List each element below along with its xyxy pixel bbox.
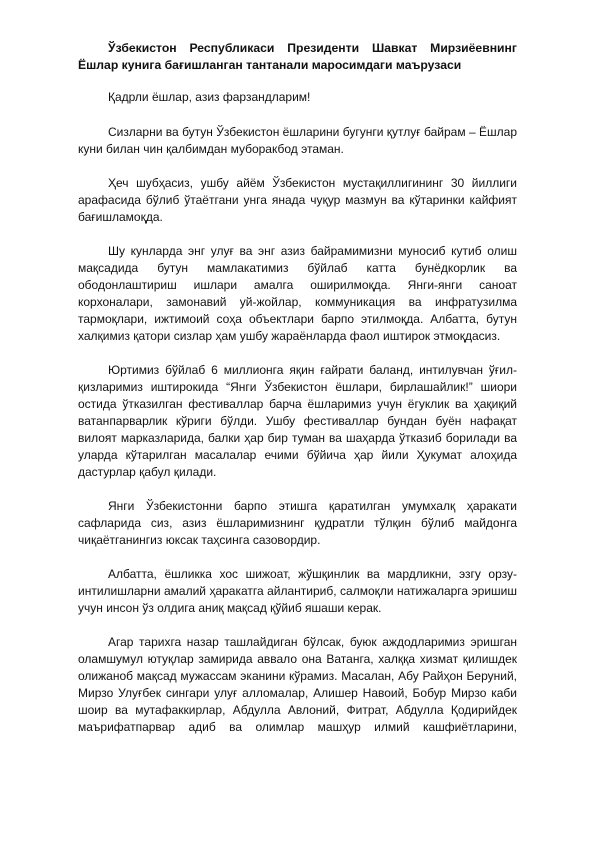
body-paragraph: Юртимиз бўйлаб 6 миллионга яқин ғайрати баланд, интилувчан ўғил-қизларимиз иштирокида “Янги Ўзбекистон ёшлари, бирлашайлик!” шиори остида ўтказилган фестиваллар барча ёшларимиз учун ёгуклик ва ҳақиқий ватанпарварлик кўриги бўлди. Ушбу фестиваллар бундан буён нафақат вилоят марказларида, балки ҳар бир туман ва шаҳарда ўтказиб борилади ва уларда кўтарилган масалалар ечими бўйича ҳар йили Ҳукумат алоҳида дастурлар қабул қилади. <box>78 363 517 479</box>
speech-title: Ўзбекистон Республикаси Президенти Шавкат Мирзиёевнинг Ёшлар кунига бағишланган тантанали маросимдаги маърузаси <box>78 41 517 72</box>
body-paragraph: Агар тарихга назар ташлайдиган бўлсак, буюк аждодларимиз эришган оламшумул ютуқлар замирида аввало она Ватанга, халққа хизмат қилишдек олижаноб мақсад мужассам эканини кўрамиз. Масалан, Абу Райҳон Беруний, Мирзо Улуғбек сингари улуғ алломалар, Алишер Навоий, Бобур Мирзо каби шоир ва мутафаккирлар, Абдулла Авлоний, Фитрат, Абдулла Қодирийдек маърифатпарвар адиб ва олимлар машҳур илмий кашфиётларини, <box>78 635 517 734</box>
body-paragraph: Сизларни ва бутун Ўзбекистон ёшларини бугунги қутлуғ байрам – Ёшлар куни билан чин қалбимдан муборакбод этаман. <box>78 125 517 156</box>
body-paragraph: Шу кунларда энг улуғ ва энг азиз байрамимизни муносиб кутиб олиш мақсадида бутун мамлакатимиз бўйлаб катта бунёдкорлик ва ободонлаштириш ишлари амалга оширилмоқда. Янги-янги саноат корхоналари, замонавий уй-жойлар, коммуникация ва инфратузилма тармоқлари, ижтимоий соҳа объектлари барпо этилмоқда. Албатта, бутун халқимиз қатори сизлар ҳам ушбу жараёнларда фаол иштирок этмоқдасиз. <box>78 244 517 343</box>
body-paragraph: Янги Ўзбекистонни барпо этишга қаратилган умумхалқ ҳаракати сафларида сиз, азиз ёшларимизнинг қудратли тўлқин бўлиб майдонга чиқаётганингиз юксак таҳсинга сазовордир. <box>78 499 517 547</box>
body-paragraph: Ҳеч шубҳасиз, ушбу айём Ўзбекистон мустақиллигининг 30 йиллиги арафасида бўлиб ўтаётгани унга янада чуқур мазмун ва кўтаринки кайфият бағишламоқда. <box>78 176 517 224</box>
greeting-paragraph: Қадрли ёшлар, азиз фарзандларим! <box>108 90 311 104</box>
document-page <box>78 40 517 736</box>
body-paragraph: Албатта, ёшликка хос шижоат, жўшқинлик ва мардликни, эзгу орзу-интилишларни амалий ҳаракатга айлантириб, салмоқли натижаларга эришиш учун инсон ўз олдига аниқ мақсад қўйиб яшаши керак. <box>78 567 517 615</box>
